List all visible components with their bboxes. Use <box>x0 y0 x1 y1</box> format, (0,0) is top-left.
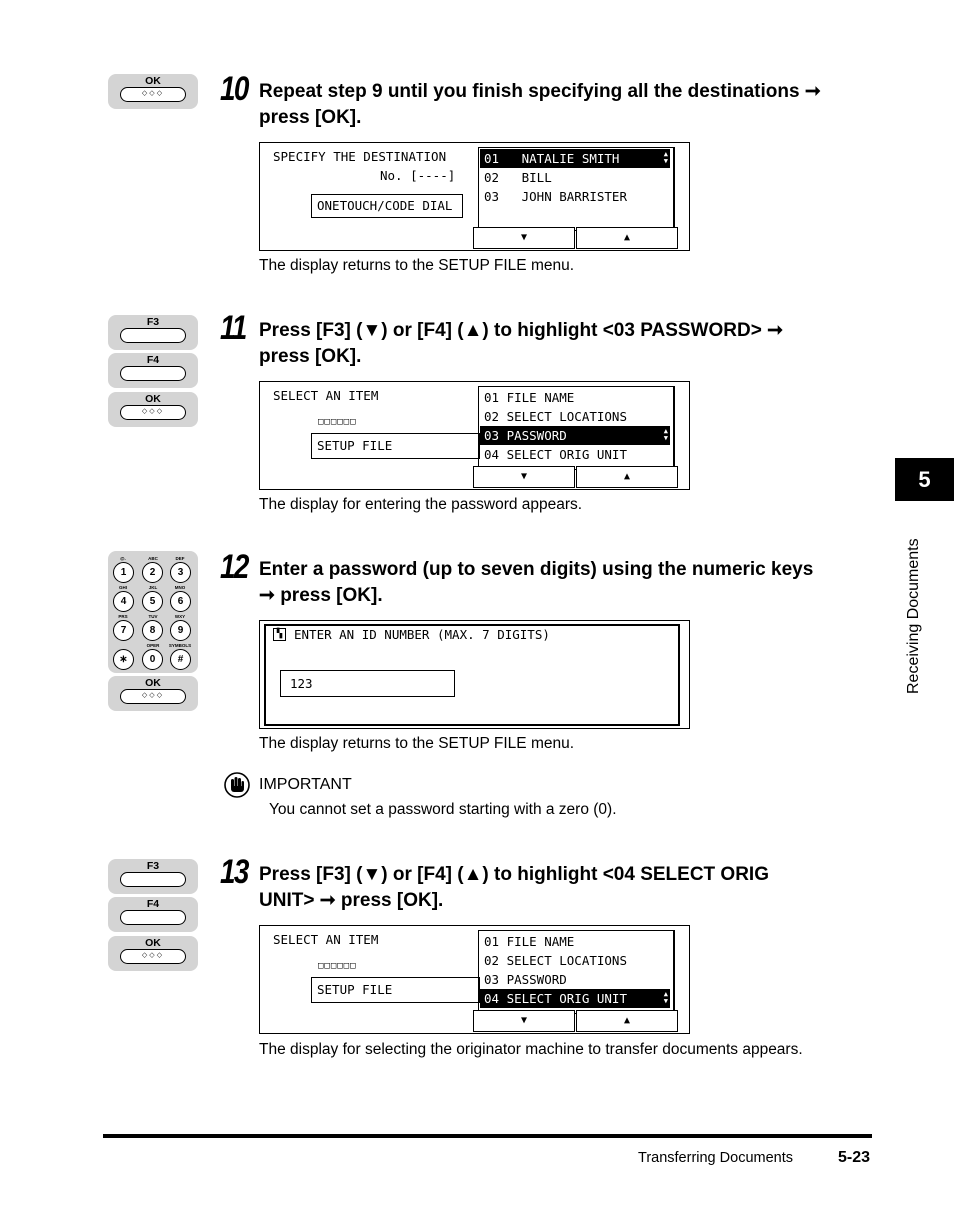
up-button[interactable] <box>576 227 678 249</box>
lcd-list-row[interactable] <box>480 426 670 445</box>
ok-key-label: OK <box>145 393 161 405</box>
lcd-row-text: 01 FILE NAME <box>484 934 575 949</box>
chapter-tab: 5 <box>895 458 954 501</box>
lcd-list-row[interactable] <box>480 989 670 1008</box>
lcd-list-row[interactable] <box>480 407 670 426</box>
up-button[interactable] <box>576 466 678 488</box>
key-5[interactable]: 5 <box>142 591 163 612</box>
lcd-title: SPECIFY THE DESTINATION <box>273 149 447 164</box>
ok-key-dots: ◇◇◇ <box>141 90 165 97</box>
id-icon: ▚ <box>273 628 286 641</box>
key-9[interactable]: 9 <box>170 620 191 641</box>
step-caption: The display returns to the SETUP FILE menu. <box>259 735 575 752</box>
step-number: 13 <box>220 853 248 891</box>
ok-key-label: OK <box>145 937 161 949</box>
key-letters: @. <box>120 556 126 561</box>
lcd-function-button[interactable] <box>311 977 480 1003</box>
step-heading <box>259 318 879 370</box>
footer-rule <box>103 1134 872 1138</box>
step-heading-line2: press [OK]. <box>259 107 362 128</box>
step-heading <box>259 862 879 914</box>
lcd-function-button[interactable] <box>311 433 480 459</box>
ok-key-dots: ◇◇◇ <box>141 952 165 959</box>
down-arrow-icon: ▼ <box>520 471 528 482</box>
down-arrow-icon: ▼ <box>520 1015 528 1026</box>
key-letters: WXY <box>174 614 186 619</box>
key-letters: SYMBOLS <box>168 643 192 648</box>
step-caption: The display for entering the password appears. <box>259 496 583 513</box>
lcd-row-text: 04 SELECT ORIG UNIT <box>484 991 627 1006</box>
key-4[interactable]: 4 <box>113 591 134 612</box>
ok-key[interactable] <box>108 676 198 711</box>
lcd-function-button-label: ONETOUCH/CODE DIAL <box>317 198 453 213</box>
key-letters: ABC <box>148 556 158 561</box>
lcd-list <box>478 147 675 231</box>
ok-key[interactable] <box>108 392 198 427</box>
step-number: 12 <box>220 548 248 586</box>
f4-key[interactable] <box>108 353 198 388</box>
lcd-dots: □□□□□□ <box>318 961 357 971</box>
key-1[interactable]: 1 <box>113 562 134 583</box>
step-heading <box>259 557 879 609</box>
important-label: IMPORTANT <box>259 776 352 793</box>
step-heading <box>259 79 879 131</box>
key-letters: DEF <box>175 556 185 561</box>
key-6[interactable]: 6 <box>170 591 191 612</box>
lcd-list <box>478 930 675 1014</box>
lcd-list-row[interactable] <box>480 445 670 464</box>
lcd-list-row[interactable] <box>480 388 670 407</box>
page-number: 5-23 <box>838 1149 871 1166</box>
step-heading-line1: Repeat step 9 until you finish specifying all the destinations ➞ <box>259 81 821 102</box>
step-heading-line1: Press [F3] (▼) or [F4] (▲) to highlight <03 PASSWORD> ➞ <box>259 320 783 341</box>
key-3[interactable]: 3 <box>170 562 191 583</box>
down-arrow-icon: ▼ <box>520 232 528 243</box>
password-value: 123 <box>290 676 313 691</box>
lcd-row-text: 02 BILL <box>484 170 552 185</box>
key-letters: GHI <box>118 585 127 590</box>
lcd-list-row[interactable] <box>480 970 670 989</box>
step-heading-line2: UNIT> ➞ press [OK]. <box>259 890 444 911</box>
up-arrow-icon: ▲ <box>623 1015 631 1026</box>
f3-key[interactable] <box>108 859 198 894</box>
footer-section: Transferring Documents <box>638 1150 793 1166</box>
scroll-arrows-icon: ▲ ▼ <box>663 427 668 442</box>
lcd-row-text: 01 FILE NAME <box>484 390 575 405</box>
lcd-row-text: 02 SELECT LOCATIONS <box>484 409 627 424</box>
step-heading-line2: press [OK]. <box>259 346 362 367</box>
key-letters: PRS <box>118 614 128 619</box>
ok-key-label: OK <box>145 75 161 87</box>
lcd-screen <box>259 620 690 729</box>
scroll-arrows-icon: ▲ ▼ <box>663 990 668 1005</box>
ok-key[interactable] <box>108 936 198 971</box>
lcd-row-text: 03 PASSWORD <box>484 428 567 443</box>
key-0[interactable]: 0 <box>142 649 163 670</box>
lcd-list-row[interactable] <box>480 932 670 951</box>
ok-key-dots: ◇◇◇ <box>141 692 165 699</box>
lcd-list-row[interactable] <box>480 168 670 187</box>
key-8[interactable]: 8 <box>142 620 163 641</box>
up-arrow-icon: ▲ <box>623 471 631 482</box>
down-button[interactable] <box>473 227 575 249</box>
lcd-list-row[interactable] <box>480 149 670 168</box>
step-caption: The display returns to the SETUP FILE menu. <box>259 257 575 274</box>
important-text: You cannot set a password starting with a zero (0). <box>269 801 617 818</box>
scroll-arrows-icon: ▲ ▼ <box>663 150 668 165</box>
step-heading-line1: Enter a password (up to seven digits) using the numeric keys <box>259 559 814 580</box>
key-star[interactable]: ∗ <box>113 649 134 670</box>
step-heading-line2: ➞ press [OK]. <box>259 585 383 606</box>
lcd-row-text: 03 JOHN BARRISTER <box>484 189 627 204</box>
lcd-row-text: 04 SELECT ORIG UNIT <box>484 447 627 462</box>
lcd-dots: □□□□□□ <box>318 417 357 427</box>
lcd-function-button-label: SETUP FILE <box>317 438 393 453</box>
lcd-screen <box>259 142 690 251</box>
lcd-list <box>478 386 675 470</box>
f3-key-label: F3 <box>146 316 160 328</box>
lcd-title: ENTER AN ID NUMBER (MAX. 7 DIGITS) <box>294 627 550 642</box>
lcd-title: SELECT AN ITEM <box>273 388 379 403</box>
ok-key-label: OK <box>145 677 161 689</box>
up-button[interactable] <box>576 1010 678 1032</box>
f3-key-label: F3 <box>146 860 160 872</box>
numeric-keypad <box>108 551 198 673</box>
step-number: 10 <box>220 70 248 108</box>
key-hash[interactable]: # <box>170 649 191 670</box>
down-button[interactable] <box>473 1010 575 1032</box>
key-letters: JKL <box>148 585 158 590</box>
f4-key[interactable] <box>108 897 198 932</box>
lcd-row-text: 03 PASSWORD <box>484 972 567 987</box>
key-letters: OPER <box>146 643 160 648</box>
key-letters: TUV <box>148 614 158 619</box>
key-letters: MNO <box>174 585 186 590</box>
key-7[interactable]: 7 <box>113 620 134 641</box>
key-2[interactable]: 2 <box>142 562 163 583</box>
chapter-title: Receiving Documents <box>905 538 922 694</box>
lcd-list-row[interactable] <box>480 187 670 206</box>
up-arrow-icon: ▲ <box>623 232 631 243</box>
f4-key-label: F4 <box>146 354 160 366</box>
step-heading-line1: Press [F3] (▼) or [F4] (▲) to highlight <04 SELECT ORIG <box>259 864 769 885</box>
lcd-function-button[interactable] <box>311 194 463 218</box>
lcd-screen <box>259 925 690 1034</box>
down-button[interactable] <box>473 466 575 488</box>
ok-key-dots: ◇◇◇ <box>141 408 165 415</box>
lcd-title: SELECT AN ITEM <box>273 932 379 947</box>
lcd-row-text: 02 SELECT LOCATIONS <box>484 953 627 968</box>
f3-key[interactable] <box>108 315 198 350</box>
lcd-function-button-label: SETUP FILE <box>317 982 393 997</box>
ok-key[interactable] <box>108 74 198 109</box>
step-caption: The display for selecting the originator machine to transfer documents appears. <box>259 1041 803 1058</box>
hand-stop-icon <box>224 772 250 798</box>
step-number: 11 <box>220 309 246 347</box>
lcd-subtitle: No. [----] <box>380 168 456 183</box>
lcd-list-row[interactable] <box>480 951 670 970</box>
password-input[interactable] <box>280 670 455 697</box>
f4-key-label: F4 <box>146 898 160 910</box>
lcd-row-text: 01 NATALIE SMITH <box>484 151 620 166</box>
lcd-screen <box>259 381 690 490</box>
